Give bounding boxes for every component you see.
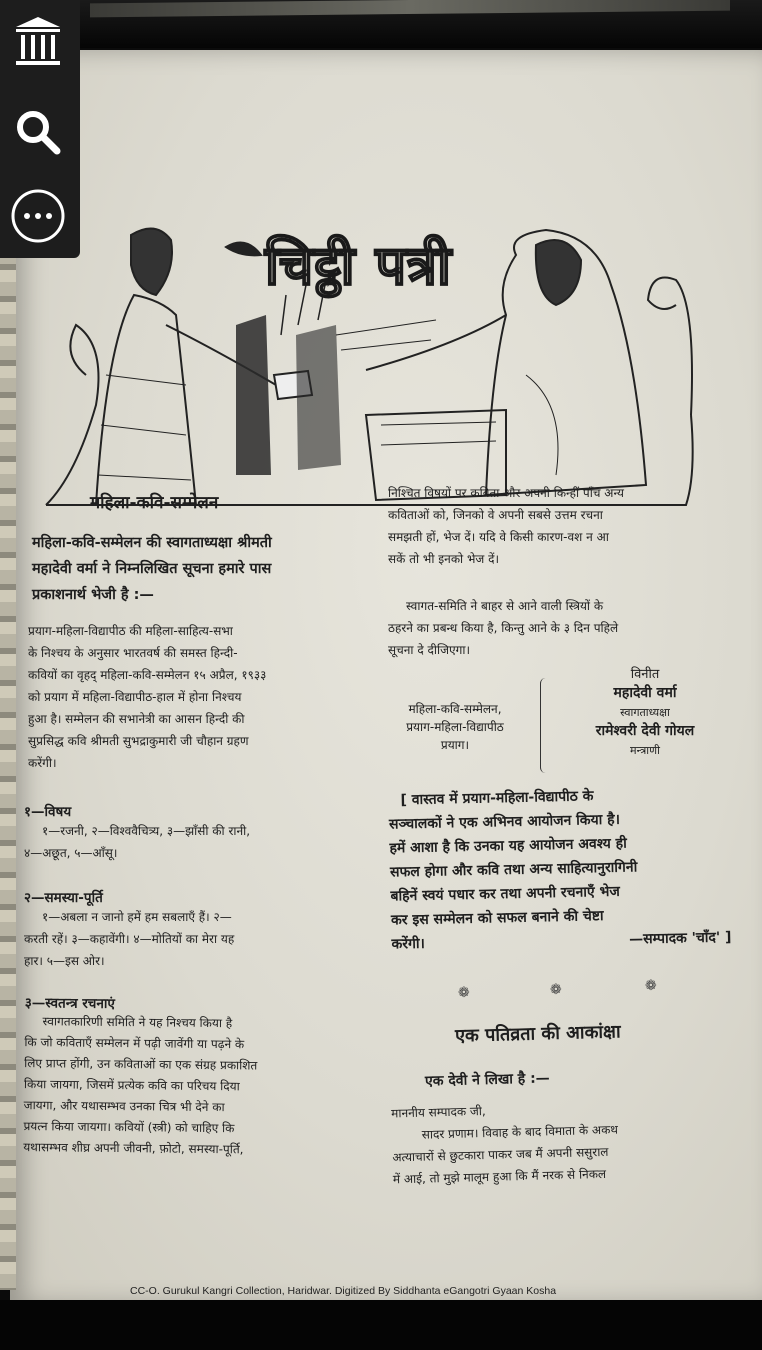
more-icon: [9, 187, 67, 245]
article2-lead: एक देवी ने लिखा है :—: [424, 1070, 550, 1090]
article-heading: महिला-कवि-सम्मेलन: [90, 493, 219, 513]
intro-line: महिला-कवि-सम्मेलन की स्वागताध्यक्षा श्रीमती: [32, 535, 272, 551]
body-line: कवियों का वृहद् महिला-कवि-सम्मेलन १५ अप्रैल, १९३३: [28, 668, 267, 682]
salutation: माननीय सम्पादक जी,: [391, 1103, 486, 1121]
page-bottom-edge: [0, 1300, 762, 1350]
section-heading-art: चिट्ठी पत्री: [265, 233, 452, 297]
signature-name: रामेश्वरी देवी गोयल: [595, 723, 695, 739]
body-line: समझती हों, भेज दें। यदि वे किसी कारण-वश न आ: [388, 530, 609, 544]
ornament-mark: ❁: [550, 982, 562, 998]
editor-note-line: करेंगी।: [391, 935, 426, 953]
editor-note-line: हमें आशा है कि उनका यह आयोजन अवश्य ही: [389, 835, 627, 857]
section-independent-heading: ३—स्वतन्त्र रचनाएं: [24, 995, 115, 1013]
section-samasya-line: हार। ५—इस ओर।: [24, 954, 105, 968]
editor-note-line: सफल होगा और कवि तथा अन्य साहित्यानुरागिनी: [389, 859, 638, 881]
article-body: [28, 620, 388, 774]
ornament-mark: ❁: [458, 985, 470, 1001]
article2-title: [455, 1016, 736, 1047]
article2-heading: एक पतिव्रता की आकांक्षा: [454, 1021, 621, 1047]
page-top-edge: [0, 0, 762, 48]
section-subjects-heading: १—विषय: [24, 804, 72, 820]
section-independent-line: कि जो कविताएँ सम्मेलन में पढ़ी जावेंगी या पढ़ने के: [24, 1035, 245, 1052]
adjacent-page-edge: [0, 250, 16, 1290]
address-line: प्रयाग।: [440, 738, 470, 752]
body-line: अत्याचारों से छुटकारा पाकर जब मैं अपनी ससुराल: [392, 1144, 609, 1165]
viewer-toolbar: [0, 0, 80, 258]
section-independent-line: किया जायगा, जिसमें प्रत्येक कवि का परिचय दिया: [23, 1077, 240, 1094]
body-line: ठहरने का प्रबन्ध किया है, किन्तु आने के ३ दिन पहिले: [388, 621, 619, 635]
section-independent-line: जायगा, और यथासम्भव उनका चित्र भी देने का: [23, 1098, 225, 1115]
intro-line: महादेवी वर्मा ने निम्नलिखित सूचना हमारे पास: [32, 561, 272, 577]
section-independent: [23, 993, 390, 1162]
signature-title: स्वागताध्यक्षा: [620, 706, 670, 719]
section-independent-line: प्रयत्न किया जायगा। कवियों (स्त्री) को चाहिए कि: [23, 1119, 235, 1136]
signature-name: महादेवी वर्मा: [613, 685, 677, 701]
body-line: को प्रयाग में महिला-विद्यापीठ-हाल में होना निश्चय: [28, 690, 242, 704]
section-subjects: [24, 802, 389, 864]
article-title: [90, 490, 218, 513]
address-line: महिला-कवि-सम्मेलन,: [408, 702, 502, 716]
address-line: प्रयाग-महिला-विद्यापीठ: [406, 720, 504, 734]
editor-note-line: बहिनें स्वयं पधार कर तथा अपनी रचनाएँ भेज: [390, 883, 620, 905]
ornament-mark: ❁: [645, 978, 657, 994]
body-line: हुआ है। सम्मेलन की सभानेत्री का आसन हिन्दी की: [28, 712, 245, 726]
body-line: में आई, तो मुझे मालूम हुआ कि मैं नरक से निकल: [392, 1166, 607, 1187]
section-samasya-line: करती रहें। ३—कहावेंगी। ४—मोतियों का मेरा यह: [24, 932, 235, 946]
body-line: सुप्रसिद्ध कवि श्रीमती सुभद्राकुमारी जी चौहान ग्रहण: [28, 734, 249, 748]
library-icon: [12, 13, 64, 71]
editor-note: [388, 781, 731, 956]
search-button[interactable]: [8, 102, 68, 162]
scanned-page: [10, 50, 762, 1305]
editor-signature: —सम्पादक 'चाँद' ]: [628, 929, 732, 948]
body-line: करेंगी।: [28, 756, 57, 770]
signature-line: विनीत: [630, 667, 660, 682]
body-line: कविताओं को, जिनको वे अपनी सबसे उत्तम रचना: [388, 508, 603, 522]
body-line: सकें तो भी इनको भेज दें।: [388, 552, 500, 566]
library-button[interactable]: [8, 12, 68, 72]
brace-divider: [540, 678, 551, 773]
intro-line: प्रकाशनार्थ भेजी है :—: [32, 587, 154, 603]
section-samasya-heading: २—समस्या-पूर्ति: [24, 890, 103, 906]
body-line: के निश्चय के अनुसार भारतवर्ष की समस्त हिन्दी-: [28, 646, 238, 660]
digitization-credit: CC-O. Gurukul Kangri Collection, Haridwar. Digitized By Siddhanta eGangotri Gyaan Kosha: [130, 1285, 557, 1297]
continuation-text: [388, 482, 730, 570]
body-line: प्रयाग-महिला-विद्यापीठ की महिला-साहित्य-सभा: [28, 624, 233, 638]
more-options-button[interactable]: [8, 186, 68, 246]
signature-title: मन्त्राणी: [630, 744, 660, 757]
section-independent-line: लिए प्राप्त होंगी, उन कविताओं का एक संग्रह प्रकाशित: [24, 1056, 258, 1073]
editor-note-line: कर इस सम्मेलन को सफल बनाने की चेष्टा: [390, 908, 604, 929]
editor-note-line: [ वास्तव में प्रयाग-महिला-विद्यापीठ के: [400, 788, 594, 809]
section-subjects-line: ४—अछूत, ५—आँसू।: [24, 846, 118, 860]
section-independent-line: यथासम्भव शीघ्र अपनी जीवनी, फ़ोटो, समस्या-पूर्ति,: [23, 1140, 244, 1157]
body-line: सूचना दे दीजिएगा।: [388, 643, 471, 657]
address-block: [370, 700, 540, 754]
article2-body: [391, 1094, 733, 1191]
section-samasya-line: १—अबला न जानो हमें हम सबलाएँ हैं। २—: [42, 910, 232, 924]
section-samasya: [24, 888, 389, 972]
body-line: स्वागत-समिति ने बाहर से आने वाली स्त्रियों के: [406, 599, 604, 613]
body-line: सादर प्रणाम। विवाह के बाद विमाता के अकथ: [421, 1122, 619, 1142]
body-line: निश्चित विषयों पर कविता और अपनी किन्हीं पाँच अन्य: [388, 486, 624, 500]
search-icon: [12, 106, 64, 158]
article-intro: [32, 530, 387, 608]
editor-note-line: सञ्चालकों ने एक अभिनव आयोजन किया है।: [388, 811, 621, 833]
hospitality-text: [388, 595, 730, 661]
section-subjects-line: १—रजनी, २—विश्ववैचित्र्य, ३—झाँसी की रानी,: [42, 824, 251, 838]
section-independent-line: स्वागतकारिणी समिति ने यह निश्चय किया है: [42, 1014, 233, 1031]
signature-block: [565, 665, 725, 760]
